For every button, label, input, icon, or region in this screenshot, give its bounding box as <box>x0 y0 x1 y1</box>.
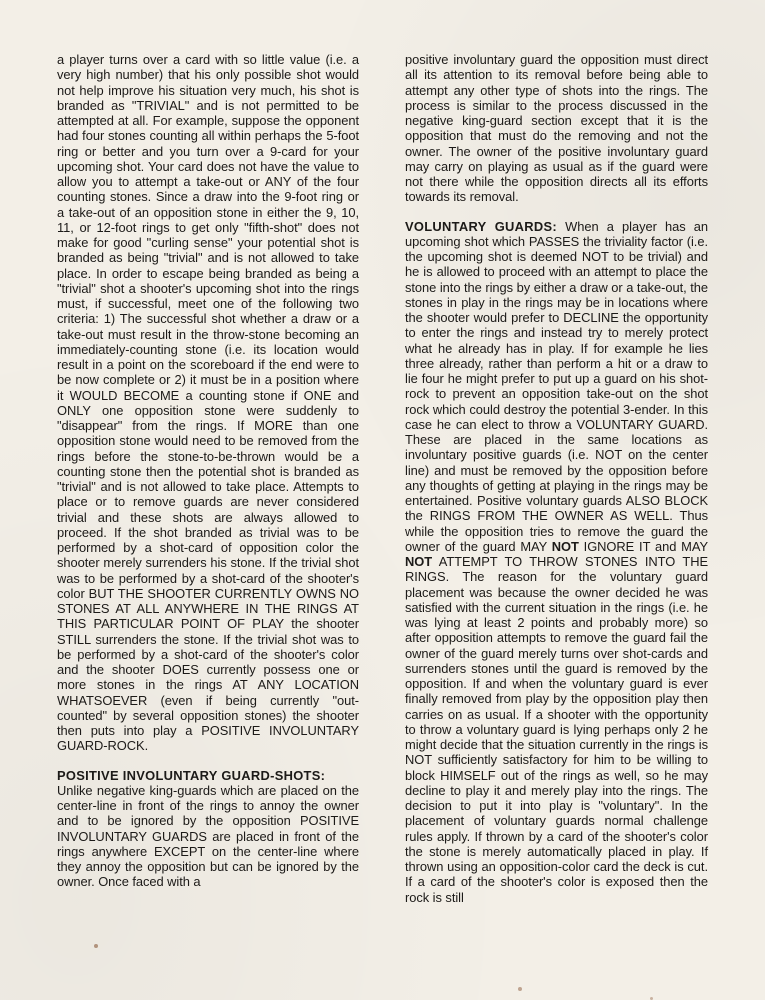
paper-speck <box>94 944 98 948</box>
paragraph-text: Unlike negative king-guards which are placed on the center-line in front of the rings to annoy the owner and to be ignored by the opposition POSITIVE INVOLUNTARY GUARDS are placed in front of the rings anywhere EXCEPT on the center-line where they annoy the opposition but can be ignored by the owner. Once faced with a <box>57 782 359 890</box>
paper-speck <box>518 987 522 991</box>
body-paragraph: a player turns over a card with so little value (i.e. a very high number) that his only possible shot would not help improve his situation very much, his shot is branded as "TRIVIAL" and is not permitted to be attempted at all. For example, suppose the opponent had four stones counting all within perhaps the 5-foot ring or better and you turn over a 9-card for your upcoming shot. Your card does not have the value to allow you to attempt a take-out or ANY of the four counting stones. Since a draw into the 9-foot ring or a take-out of an opposition stone in either the 9, 10, 11, or 12-foot rings to get only "fifth-shot" does not make for good "curling sense" your potential shot is branded as being "trivial" and is not allowed to take place. In order to escape being branded as being a "trivial" shot a shooter's upcoming shot into the rings must, if successful, meet one of the following two criteria: 1) The successful shot whether a draw or a take-out must result in the throw-stone becoming an immediately-counting stone (i.e. its location would result in a point on the scoreboard if the end were to be now complete or 2) it must be in a position where it WOULD BECOME a counting stone if ONE and ONLY one opposition stone were suddenly to "disappear" from the rings. If MORE than one opposition stone would need to be removed from the rings before the stone-to-be-thrown would be a counting stone then the potential shot is branded as "trivial" and is not allowed to take place. Attempts to place or to remove guards are never considered trivial and these shots are always allowed to proceed. If the shot branded as trivial was to be performed by a shot-card of opposition color the shooter merely surrenders his stone. If the trivial shot was to be performed by a shot-card of the shooter's color BUT THE SHOOTER CURRENTLY OWNS NO STONES AT ALL ANYWHERE IN THE RINGS AT THIS PARTICULAR POINT OF PLAY the shooter STILL surrenders the stone. If the trivial shot was to be performed by a shot-card of the shooter's color and the shooter DOES currently possess one or more stones in the rings AT ANY LOCATION WHATSOEVER (even if being currently "out-counted" by several opposition stones) the shooter then puts into play a POSITIVE INVOLUNTARY GUARD-ROCK. <box>57 52 359 754</box>
left-column <box>57 52 359 890</box>
body-paragraph <box>57 768 359 890</box>
paragraph-text: When a player has an upcoming shot which PASSES the triviality factor (i.e. the upcoming shot is deemed NOT to be trivial) and he is allowed to proceed with an attempt to place the stone into the rings by either a draw or a take-out, the stones in play in the rings may be in locations where the shooter would prefer to DECLINE the opportunity to enter the rings and instead try to merely protect what he already has in play. If for example he lies three already, rather than perform a hit or a draw to lie four he might prefer to put up a guard on his shot-rock to prevent an opposition take-out on the shot rock which could destroy the potential 3-ender. In this case he can elect to throw a VOLUNTARY GUARD. These are placed in the same locations as involuntary positive guards (i.e. NOT on the center line) and must be removed by the opposition before any thoughts of getting at playing in the rings may be entertained. Positive voluntary guards ALSO BLOCK the RINGS FROM THE OWNER AS WELL. Thus while the opposition tries to remove the guard the owner of the guard MAY <box>405 218 709 554</box>
right-column <box>405 52 708 905</box>
section-heading: POSITIVE INVOLUNTARY GUARD-SHOTS: <box>57 767 326 783</box>
paragraph-text: ATTEMPT TO THROW STONES INTO THE RINGS. The reason for the voluntary guard placement was because the owner decided he was satisfied with the current situation in the rings (i.e. he was lying at least 2 points and probably more) so after opposition attempts to remove the guard fail the owner of the guard merely turns over shot-cards and surrenders stones until the guard is removed by the opposition. If and when the voluntary guard is ever finally removed from play by the opposition play then carries on as usual. If a shooter with the opportunity to throw a voluntary guard is lying perhaps only 2 he might decide that the situation currently in the rings is NOT sufficiently satisfactory for him to be willing to block HIMSELF out of the rings as well, so he may decline to play it and merely play into the rings. The decision to put it into play is "voluntary". In the placement of voluntary guards normal challenge rules apply. If thrown by a card of the shooter's color the stone is merely automatically placed in play. If thrown using an opposition-color card the deck is cut. If a card of the shooter's color is exposed then the rock is still <box>405 554 708 905</box>
emphasis-text: NOT <box>551 538 579 554</box>
body-paragraph <box>405 219 708 905</box>
paragraph-text: IGNORE IT and MAY <box>578 538 709 554</box>
emphasis-text: NOT <box>405 554 433 569</box>
section-heading: VOLUNTARY GUARDS: <box>405 218 557 234</box>
body-paragraph: positive involuntary guard the opposition must direct all its attention to its removal before being able to attempt any other type of shots into the rings. The process is similar to the process discussed in the negative king-guard section except that it is the opposition that must do the removing and not the owner. The owner of the positive involuntary guard may carry on playing as usual as if the guard were not there while the opposition directs all its efforts towards its removal. <box>405 52 708 205</box>
